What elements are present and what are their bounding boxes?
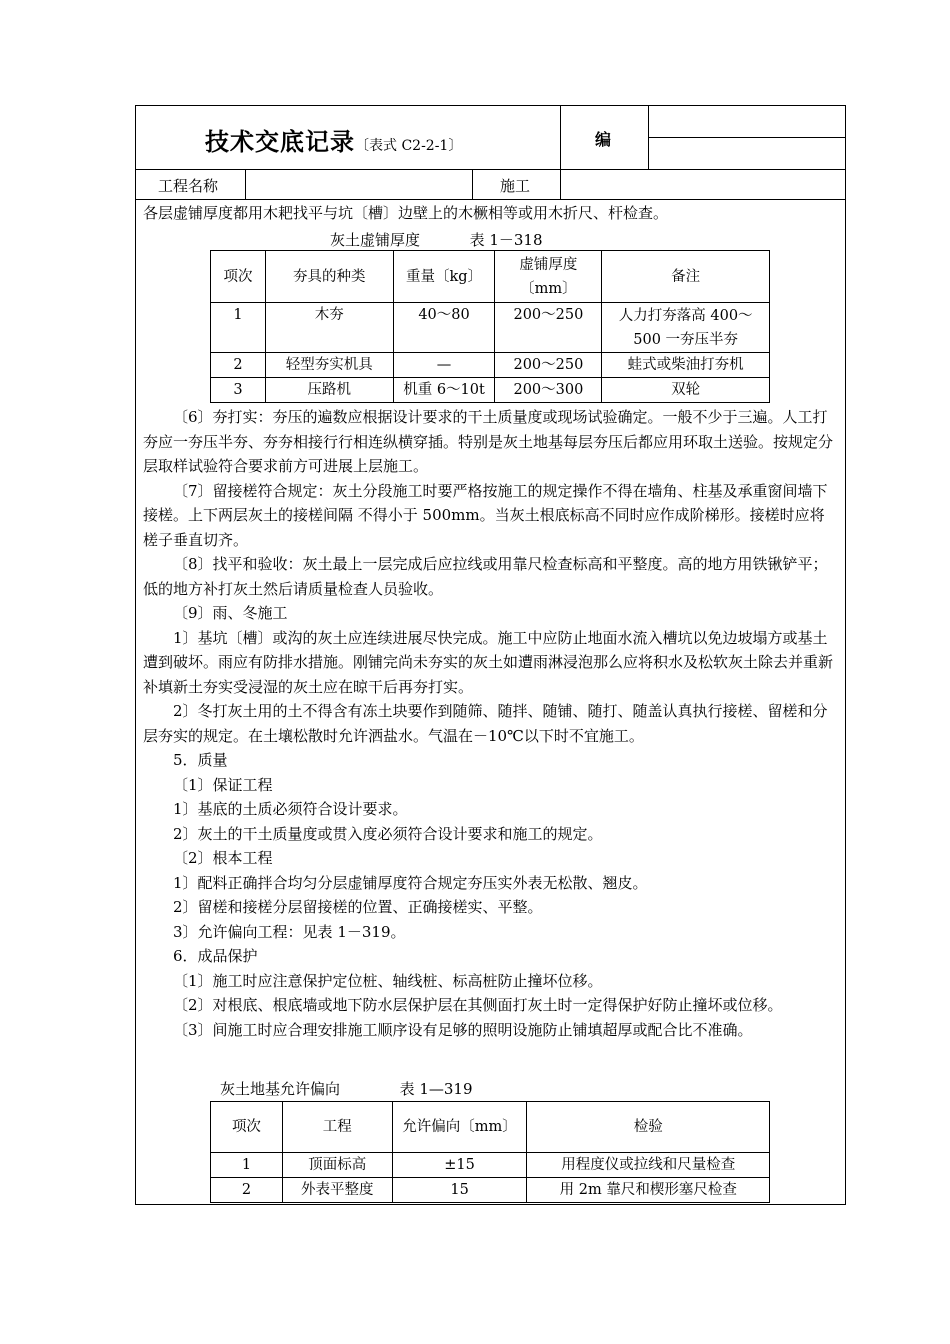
form-code: 〔表式 C2-2-1〕 (355, 138, 463, 154)
table-cell: 用程度仪或拉线和尺量检查 (527, 1153, 770, 1178)
table1-title: 灰土虚铺厚度 (330, 231, 421, 249)
paragraph: 1〕配料正确拌合均匀分层虚铺厚度符合规定夯压实外表无松散、翘皮。 (173, 873, 648, 892)
paragraph: 〔3〕间施工时应合理安排施工顺序设有足够的照明设施防止铺填超厚或配合比不准确。 (173, 1020, 753, 1039)
header-divider (135, 169, 846, 170)
table1-header-cell: 虚铺厚度〔mm〕 (495, 251, 602, 303)
table-tamping-thickness (210, 250, 770, 403)
paragraph: 6．成品保护 (173, 947, 258, 965)
paragraph: 5．质量 (173, 751, 228, 769)
bian-label: 编 (595, 130, 612, 149)
table-cell: 人力打夯落高 400～500 一夯压半夯 (602, 303, 770, 353)
table-cell: 木夯 (265, 303, 393, 353)
paragraph: 〔6〕夯打实：夯压的遍数应根据设计要求的干土质量度或现场试验确定。一般不少于三遍。人工打夯应一夯压半夯、夯夯相接行行相连纵横穿插。特别是灰土地基每层夯压后都应用环取土送验。按规定分层取样试验符合要求前方可进展上层施工。 (143, 408, 834, 475)
table-cell: 双轮 (602, 378, 770, 403)
paragraph: 〔2〕根本工程 (173, 849, 273, 867)
table1-header-cell: 备注 (602, 251, 770, 303)
paragraph: 1〕基坑〔槽〕或沟的灰土应连续进展尽快完成。施工中应防止地面水流入槽坑以免边坡塌方或基土遭到破坏。雨应有防排水措施。刚铺完尚未夯实的灰土如遭雨淋浸泡那么应将积水及松软灰土除去并重新补填新土夯实受浸湿的灰土应在晾干后再夯打实。 (143, 628, 834, 696)
table-cell: 40～80 (393, 303, 495, 353)
table-cell: 200～300 (495, 378, 602, 403)
paragraph: 〔8〕找平和验收：灰土最上一层完成后应拉线或用靠尺检查标高和平整度。高的地方用铁锹铲平；低的地方补打灰土然后请质量检查人员验收。 (143, 555, 828, 598)
table1-caption (330, 229, 543, 250)
project-row-divider (135, 199, 846, 200)
table-cell: 机重 6～10t (393, 378, 495, 403)
paragraph: 2〕灰土的干土质量度或贯入度必须符合设计要求和施工的规定。 (173, 824, 603, 843)
table2-title: 灰土地基允许偏向 (220, 1080, 341, 1098)
table-row (211, 1178, 770, 1203)
table2-header-cell: 项次 (211, 1102, 283, 1153)
table-cell: 蛙式或柴油打夯机 (602, 353, 770, 378)
table-cell: 3 (211, 378, 266, 403)
table-cell: ±15 (392, 1153, 527, 1178)
table2-header-row (211, 1102, 770, 1153)
table2-header-cell: 工程 (282, 1102, 392, 1153)
project-vline-2 (472, 169, 473, 200)
table-cell: 200～250 (495, 353, 602, 378)
table-cell: — (393, 353, 495, 378)
table1-header-cell: 夯具的种类 (265, 251, 393, 303)
paragraph: 2〕留槎和接槎分层留接槎的位置、正确接槎实、平整。 (173, 898, 543, 916)
paragraph: 2〕冬打灰土用的土不得含有冻土块要作到随筛、随拌、随铺、随打、随盖认真执行接槎、留槎和分层夯实的规定。在土壤松散时允许洒盐水。气温在－10℃以下时不宜施工。 (143, 702, 828, 745)
table-cell: 1 (211, 303, 266, 353)
table1-number: 表 1－318 (469, 231, 543, 249)
table-cell: 压路机 (265, 378, 393, 403)
table-cell: 200～250 (495, 303, 602, 353)
intro-text: 各层虚铺厚度都用木耙找平与坑〔槽〕边壁上的木橛相等或用木折尺、杆检查。 (143, 204, 669, 222)
header-vline-1 (560, 105, 561, 200)
paragraph: 〔7〕留接槎符合规定：灰土分段施工时要严格按施工的规定操作不得在墙角、柱基及承重窗间墙下接槎。上下两层灰土的接槎间隔 不得小于 500mm。当灰土根底标高不同时应作成阶梯形。接槎时应将槎子垂直切齐。 (143, 481, 828, 549)
table-cell: 15 (392, 1178, 527, 1203)
paragraph: 〔9〕雨、冬施工 (173, 604, 288, 622)
project-vline-1 (245, 169, 246, 200)
table1-header-cell: 项次 (211, 251, 266, 303)
table-row (211, 353, 770, 378)
table-row (211, 1153, 770, 1178)
table2-caption (220, 1078, 473, 1099)
table-row (211, 378, 770, 403)
paragraph: 1〕基底的土质必须符合设计要求。 (173, 800, 408, 818)
table-cell: 1 (211, 1153, 283, 1178)
table-cell: 轻型夯实机具 (265, 353, 393, 378)
table2-header-cell: 检验 (527, 1102, 770, 1153)
title-text: 技术交底记录 (205, 128, 355, 156)
paragraph: 3〕允许偏向工程：见表 1－319。 (173, 922, 406, 941)
table2-number: 表 1—319 (399, 1080, 473, 1098)
header-hline-bian (648, 137, 846, 138)
paragraph: 〔1〕施工时应注意保护定位桩、轴线桩、标高桩防止撞坏位移。 (173, 971, 603, 990)
table2-header-cell: 允许偏向〔mm〕 (392, 1102, 527, 1153)
table-cell: 用 2m 靠尺和楔形塞尺检查 (527, 1178, 770, 1203)
paragraph: 〔2〕对根底、根底墙或地下防水层保护层在其侧面打灰土时一定得保护好防止撞坏或位移。 (173, 996, 783, 1014)
table-row (211, 303, 770, 353)
table-cell: 2 (211, 1178, 283, 1203)
table-cell: 顶面标高 (282, 1153, 392, 1178)
body-text (143, 405, 833, 1042)
table1-header-cell: 重量〔kg〕 (393, 251, 495, 303)
construct-label: 施工 (500, 177, 531, 195)
page-title (205, 122, 462, 157)
table-cell: 外表平整度 (282, 1178, 392, 1203)
paragraph: 〔1〕保证工程 (173, 775, 273, 794)
table1-header-row (211, 251, 770, 303)
table-cell: 2 (211, 353, 266, 378)
table-allowed-deviation (210, 1101, 770, 1203)
project-name-label: 工程名称 (158, 177, 219, 195)
